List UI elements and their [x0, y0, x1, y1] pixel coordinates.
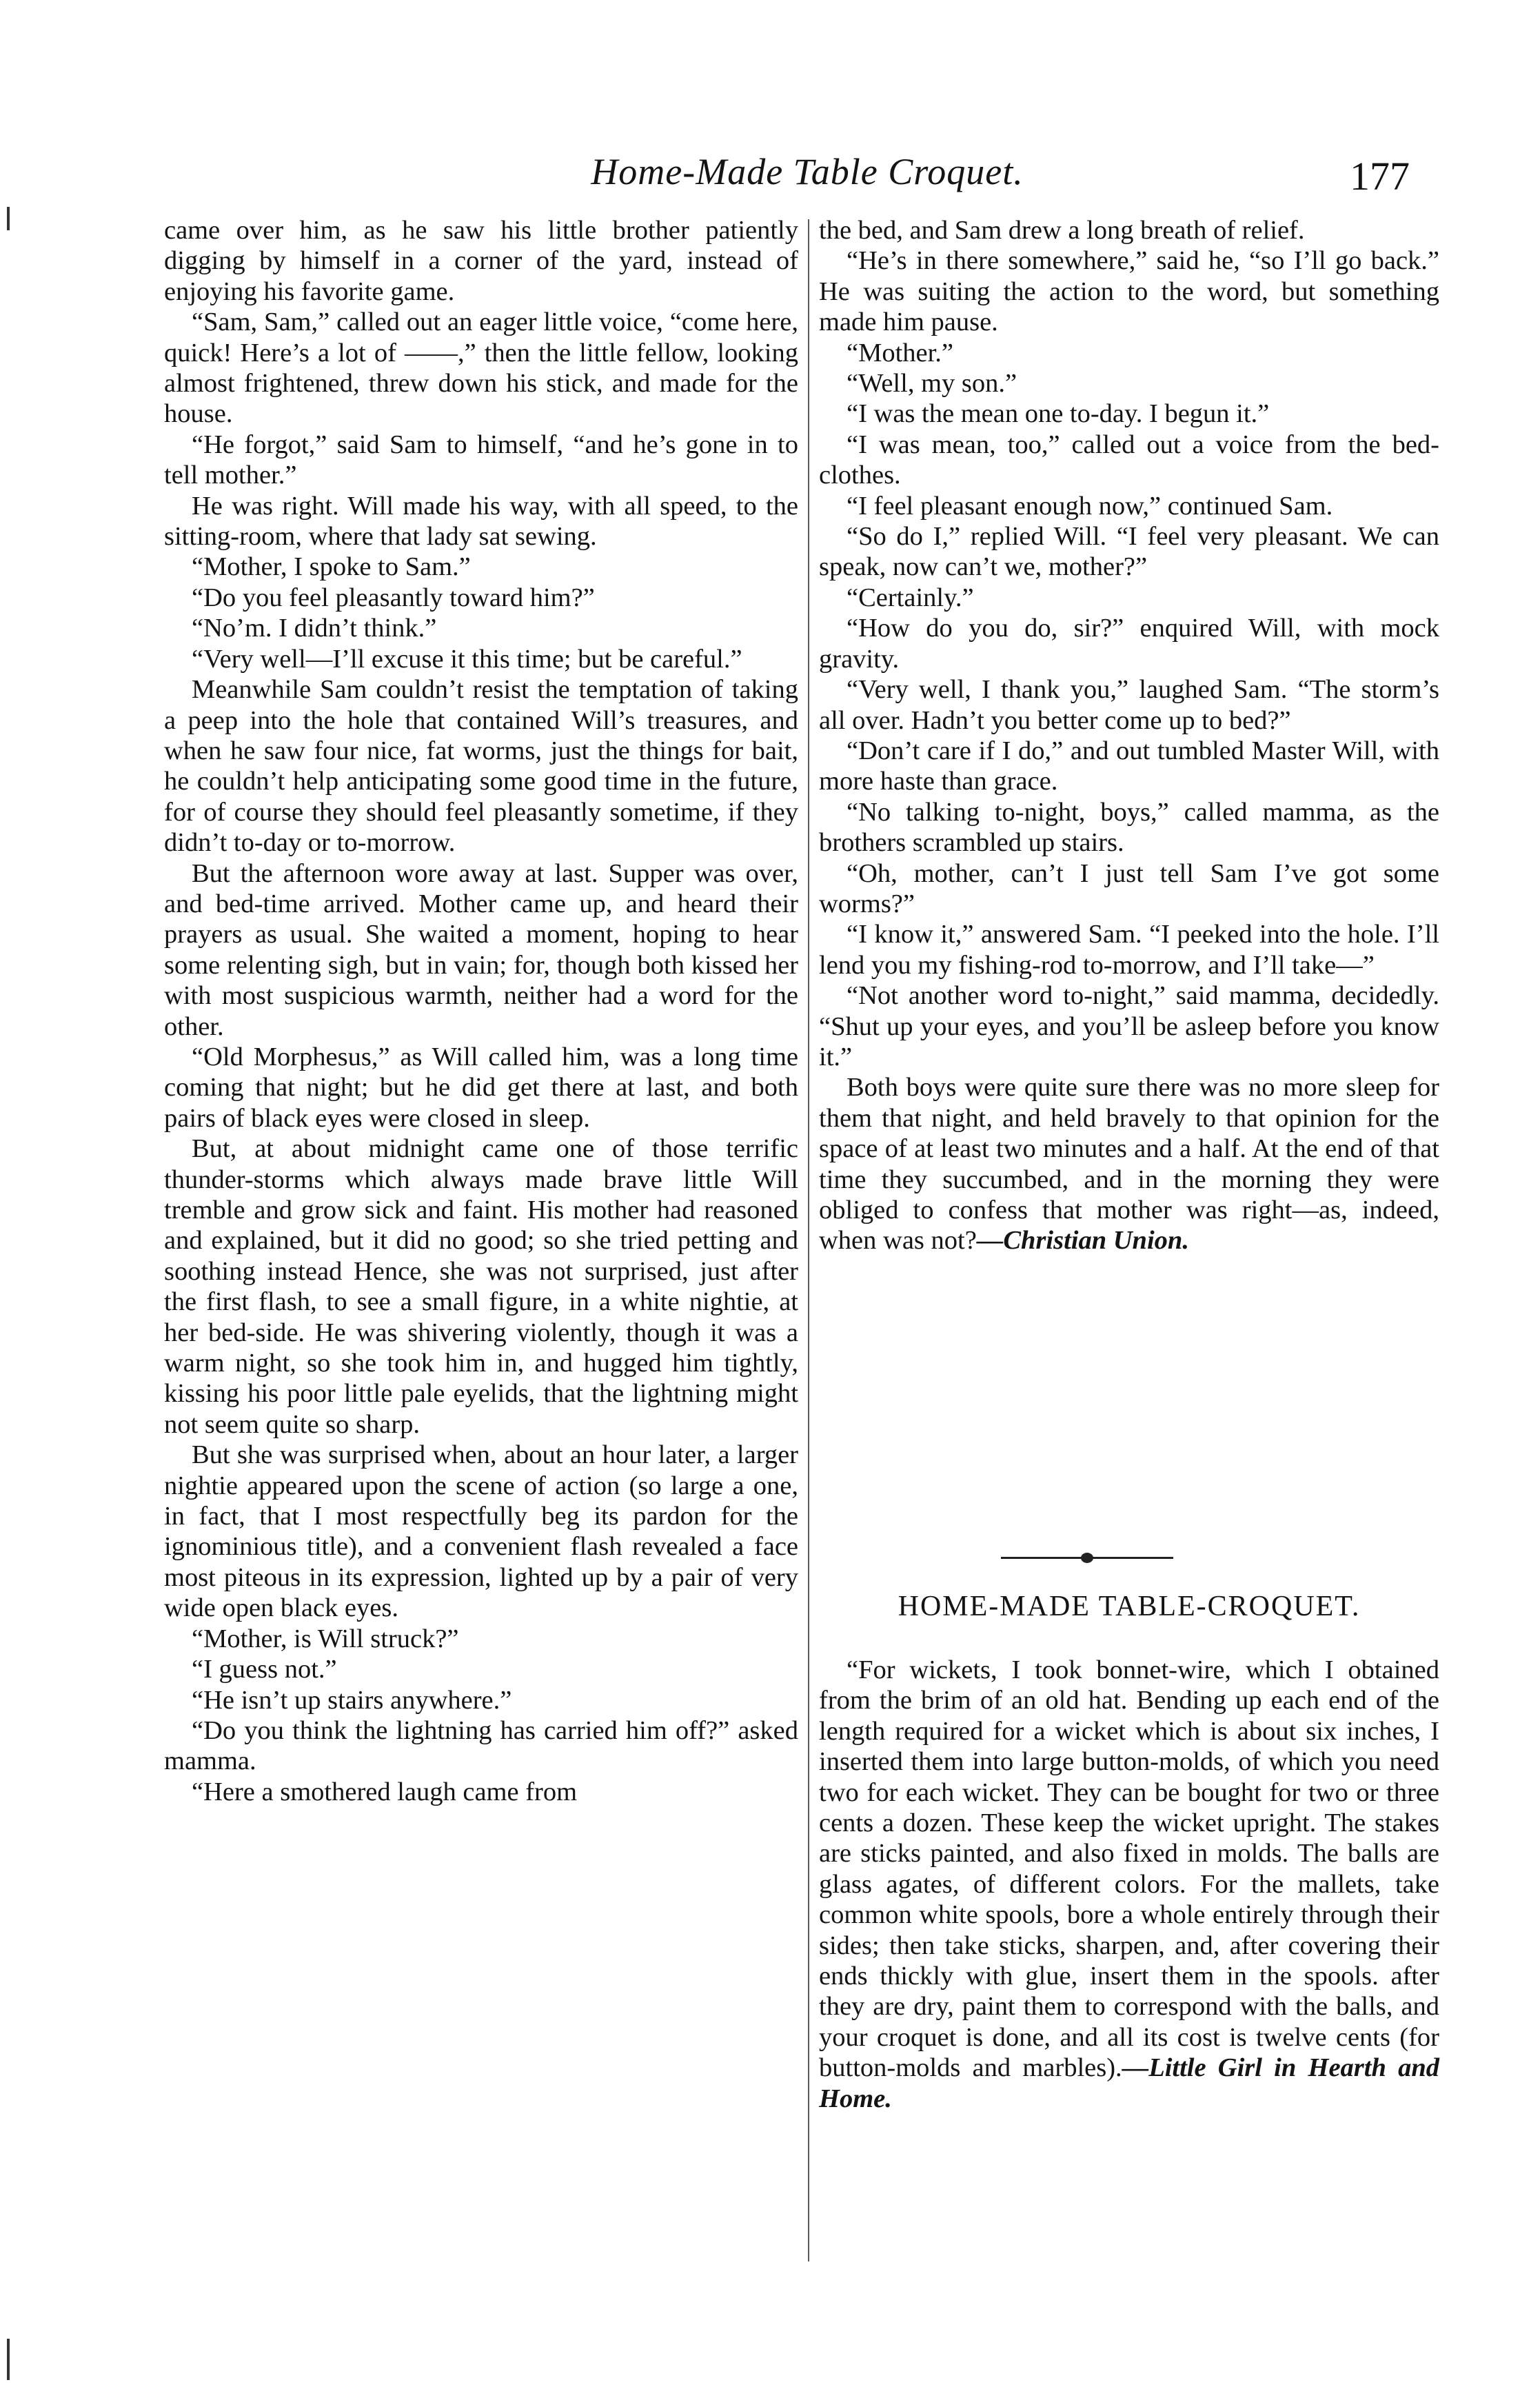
page-number: 177 — [1350, 154, 1410, 199]
paragraph: But she was surprised when, about an hour later, a larger nightie appeared upon the scene of action (so large a one, in fact, that I most respectfully beg its pardon for the ignominious title), and a convenient flash revealed a face most piteous in its expression, lighted up by a pair of very wide open black eyes. — [164, 1440, 798, 1623]
paragraph-text: “For wickets, I took bonnet-wire, which I obtained from the brim of an old hat. Bending up each end of the length required for a wicket which is about six inches, I inserted them into large button-molds, of which you need two for each wicket. They can be bought for two or three cents a dozen. These keep the wicket upright. The stakes are sticks painted, and also fixed in molds. The balls are glass agates, of different colors. For the mallets, take common white spools, bore a whole entirely through their sides; then take sticks, sharpen, and, after covering their ends thickly with glue, insert them in the spools. after they are dry, paint them to correspond with the balls, and your croquet is done, and all its cost is twelve cents (for button-molds and marbles). — [819, 1655, 1439, 2083]
paragraph: “Old Morphesus,” as Will called him, was a long time coming that night; but he did get there at last, and both pairs of black eyes were closed in sleep. — [164, 1042, 798, 1133]
paragraph: “Very well—I’ll excuse it this time; but be careful.” — [192, 644, 742, 674]
section-heading: HOME-MADE TABLE-CROQUET. — [898, 1591, 1361, 1622]
paragraph: “Very well, I thank you,” laughed Sam. “The storm’s all over. Hadn’t you better come up to bed?” — [819, 675, 1439, 735]
paragraph: “Mother.” — [847, 338, 954, 367]
paragraph: “Mother, I spoke to Sam.” — [192, 552, 471, 582]
left-column — [164, 215, 798, 1807]
paragraph: But, at about midnight came one of those terrific thunder-storms which always made brave little Will tremble and grow sick and faint. His mother had reasoned and explained, but it did no good; so she tried petting and soothing instead Hence, she was not surprised, just after the first flash, to see a small figure, in a white nightie, at her bed-side. He was shivering violently, though it was a warm night, so she took him in, and hugged him tightly, kissing his poor little pale eyelids, that the lightning might not seem quite so sharp. — [164, 1134, 798, 1439]
paragraph: “He’s in there somewhere,” said he, “so I’ll go back.” He was suiting the action to the word, but something made him pause. — [819, 246, 1439, 337]
paragraph — [819, 1072, 1439, 1256]
paragraph: “No talking to-night, boys,” called mamma, as the brothers scrambled up stairs. — [819, 797, 1439, 858]
paragraph: “I feel pleasant enough now,” continued Sam. — [847, 491, 1333, 521]
paragraph: “How do you do, sir?” enquired Will, with mock gravity. — [819, 614, 1439, 674]
paragraph: “I know it,” answered Sam. “I peeked into the hole. I’ll lend you my fishing-rod to-morrow, and I’ll take—” — [819, 920, 1439, 980]
paragraph: “Not another word to-night,” said mamma, decidedly. “Shut up your eyes, and you’ll be asleep before you know it.” — [819, 981, 1439, 1071]
paragraph: the bed, and Sam drew a long breath of relief. — [819, 216, 1305, 245]
paragraph: “Mother, is Will struck?” — [192, 1624, 459, 1653]
paragraph: “Don’t care if I do,” and out tumbled Master Will, with more haste than grace. — [819, 736, 1439, 796]
paragraph: He was right. Will made his way, with all speed, to the sitting-room, where that lady sat sewing. — [164, 491, 798, 552]
paragraph: came over him, as he saw his little brother patiently digging by himself in a corner of the yard, instead of enjoying his favorite game. — [164, 216, 798, 306]
paragraph: “Well, my son.” — [847, 369, 1017, 399]
paragraph: “Do you feel pleasantly toward him?” — [192, 583, 595, 612]
paragraph: “He forgot,” said Sam to himself, “and he’s gone in to tell mother.” — [164, 430, 798, 490]
separator-ornament — [1081, 1553, 1093, 1563]
paragraph: “I was the mean one to-day. I begun it.” — [847, 399, 1270, 429]
paragraph — [819, 1655, 1439, 2114]
running-title: Home-Made Table Croquet. — [591, 151, 1024, 192]
paragraph: “Certainly.” — [847, 583, 974, 612]
paragraph: “So do I,” replied Will. “I feel very pleasant. We can speak, now can’t we, mother?” — [819, 522, 1439, 582]
paragraph: “Here a smothered laugh came from — [192, 1777, 578, 1806]
paragraph-text: Both boys were quite sure there was no more sleep for them that night, and held bravely to that opinion for the space of at least two minutes and a half. At the end of that time they succumbed, and in the morning they were obliged to confess that mother was right—as, indeed, when was not? — [819, 1073, 1439, 1256]
paragraph: “No’m. I didn’t think.” — [192, 614, 437, 643]
paragraph: Meanwhile Sam couldn’t resist the temptation of taking a peep into the hole that contained Will’s treasures, and when he saw four nice, fat worms, just the things for bait, he couldn’t help anticipating some good time in the future, for of course they should feel pleasantly sometime, if they didn’t to-day or to-morrow. — [164, 675, 798, 858]
paragraph: “Do you think the lightning has carried him off?” asked mamma. — [164, 1715, 798, 1776]
page-edge-mark — [7, 207, 10, 230]
paragraph: “Oh, mother, can’t I just tell Sam I’ve got some worms?” — [819, 858, 1439, 918]
column-divider — [808, 219, 809, 2261]
paragraph: But the afternoon wore away at last. Supper was over, and bed-time arrived. Mother came up, and heard their prayers as usual. She waited a moment, hoping to hear some relenting sigh, but in vain; for, though both kissed her with most suspicious warmth, neither had a word for the other. — [164, 858, 798, 1041]
source-credit: —Christian Union. — [976, 1226, 1189, 1256]
paragraph: “I guess not.” — [192, 1655, 337, 1684]
source-credit: —Little Girl in Hearth and Home. — [819, 2053, 1440, 2113]
paragraph: “He isn’t up stairs anywhere.” — [192, 1685, 512, 1715]
page-edge-mark — [7, 2339, 10, 2380]
croquet-article — [819, 1655, 1439, 2114]
paragraph: “Sam, Sam,” called out an eager little voice, “come here, quick! Here’s a lot of ——,” then the little fellow, looking almost frightened, threw down his stick, and made for the house. — [164, 308, 798, 429]
paragraph: “I was mean, too,” called out a voice from the bed-clothes. — [819, 430, 1439, 490]
right-column — [819, 215, 1439, 1256]
